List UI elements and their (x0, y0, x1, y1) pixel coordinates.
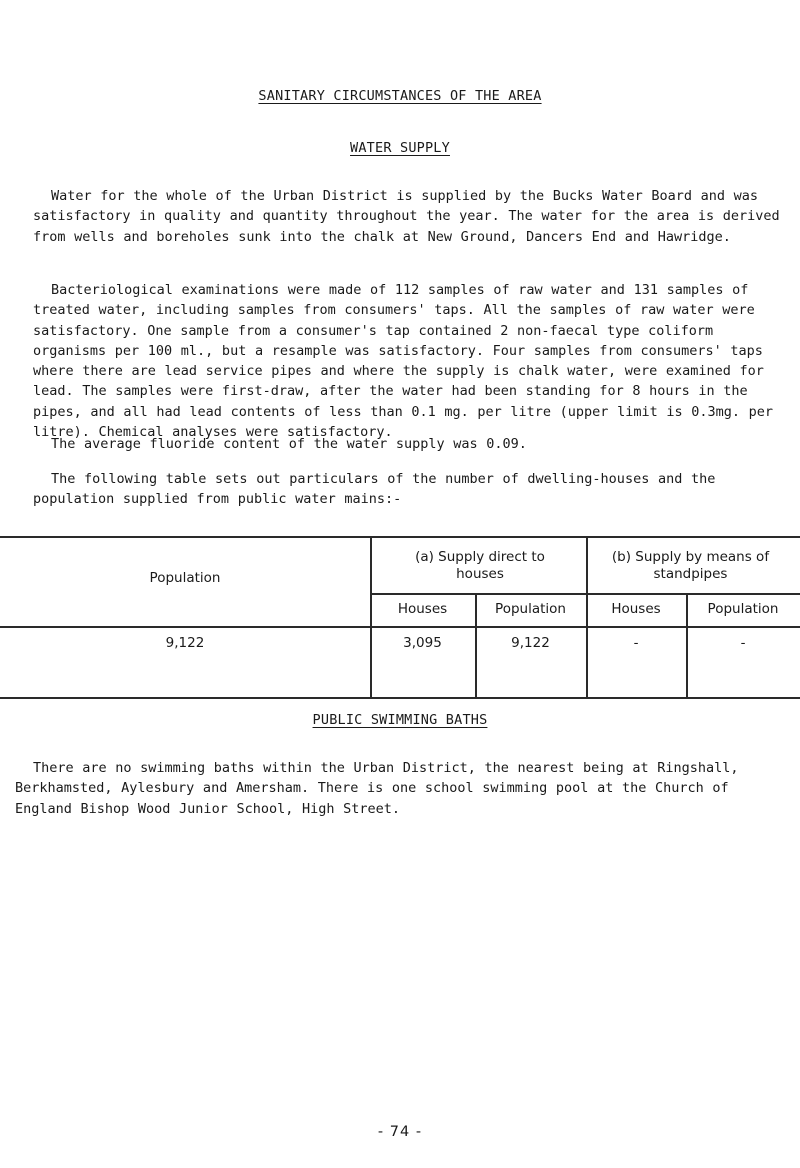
table-rule-bottom (0, 697, 800, 699)
table-rule-group (370, 593, 800, 595)
water-supply-heading-text: WATER SUPPLY (350, 140, 450, 156)
table-rule-header (0, 626, 800, 628)
paragraph-fluoride: The average fluoride content of the water supply was 0.09. (51, 436, 527, 452)
paragraph-bacteriological: Bacteriological examinations were made of 112 samples of raw water and 131 samples of treated water, including samples from consumers' taps. All the samples of raw water were satisfactory. One sample from a consumer's tap contained 2 non-faecal type coliform organisms per 100 ml., but a resample was satisfactory. Four samples from consumers' taps where there are lead service pipes and where the supply is chalk water, were examined for lead. The samples were first-draw, after the water had been standing for 8 hours in the pipes, and all had lead contents of less than 0.1 mg. per litre (upper limit is 0.3mg. per litre). Chemical analyses were satisfactory. (33, 282, 782, 441)
swimming-heading (0, 712, 800, 728)
cell-a-population: 9,122 (511, 635, 550, 651)
main-title (0, 88, 800, 104)
table-rule-top (0, 536, 800, 538)
paragraph-table-intro: The following table sets out particulars of the number of dwelling-houses and the population supplied from public water mains:- (33, 471, 724, 508)
swimming-heading-text: PUBLIC SWIMMING BATHS (312, 712, 488, 728)
water-supply-table (0, 536, 800, 698)
header-b-population: Population (707, 601, 779, 617)
paragraph-swimming: There are no swimming baths within the Urban District, the nearest being at Ringshall, Berkhamsted, Aylesbury and Amersham. There is one school swimming pool at the Church of England Bishop Wood Junior School, High Street. (15, 760, 748, 817)
cell-b-population: - (740, 635, 746, 651)
header-a-houses: Houses (397, 601, 448, 617)
header-group-b: (b) Supply by means of standpipes (611, 549, 770, 582)
header-group-a: (a) Supply direct to houses (415, 549, 545, 582)
page-number: - 74 - (377, 1124, 423, 1140)
cell-a-houses: 3,095 (403, 635, 442, 651)
header-population: Population (149, 570, 221, 586)
cell-population: 9,122 (165, 635, 205, 651)
paragraph-supply: Water for the whole of the Urban District is supplied by the Bucks Water Board and was satisfactory in quality and quantity throughout the year. The water for the area is derived from wells and boreholes sunk into the chalk at New Ground, Dancers End and Hawridge. (33, 188, 789, 245)
header-b-houses: Houses (611, 601, 661, 617)
water-supply-heading (0, 140, 800, 156)
header-a-population: Population (495, 601, 566, 617)
main-title-text: SANITARY CIRCUMSTANCES OF THE AREA (258, 88, 542, 104)
cell-b-houses: - (633, 635, 639, 651)
